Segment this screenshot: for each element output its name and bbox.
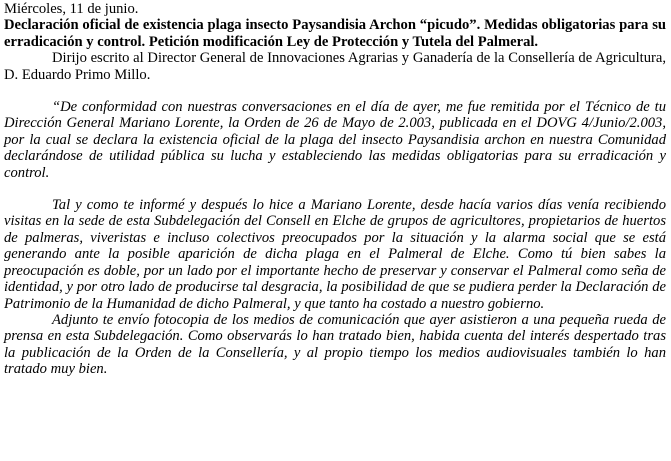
quoted-paragraph-2: Tal y como te informé y después lo hice a Mariano Lorente, desde hacía varios días venía recibiendo visitas en la sede de esta Subdelegación del Consell en Elche de grupos de agricultores, propietarios de huertos de palmeras, viveristas e incluso colectivos preocupados por la situación y la alarma social que se está generando ante la posible aparición de dicha plaga en el Palmeral de Elche. Como tú bien sabes la preocupación es doble, por un lado por el importante hecho de preservar y conservar el Palmeral como seña de identidad, y por otro lado de producirse tal desgracia, la posibilidad de que se pudiera perder la Declaración de Patrimonio de la Humanidad de dicho Palmeral, y que tanto ha costado a nuestro gobierno. (4, 197, 666, 312)
document-heading: Declaración oficial de existencia plaga insecto Paysandisia Archon “picudo”. Medidas obligatorias para su erradicación y control. Petición modificación Ley de Protección y Tutela del Palmeral. (4, 17, 666, 50)
quoted-paragraph-1: “De conformidad con nuestras conversaciones en el día de ayer, me fue remitida por el Técnico de tu Dirección General Mariano Lorente, la Orden de 26 de Mayo de 2.003, publicada en el DOVG 4/Junio/2.003, por la cual se declara la existencia oficial de la plaga del insecto Paysandisia archon en nuestra Comunidad declarándose de utilidad pública su lucha y estableciendo las medidas obligatorias para su erradicación y control. (4, 99, 666, 181)
document-date: Miércoles, 11 de junio. (4, 1, 139, 17)
document-page (4, 1, 666, 378)
intro-paragraph: Dirijo escrito al Director General de Innovaciones Agrarias y Ganadería de la Consellería de Agricultura, D. Eduardo Primo Millo. (4, 50, 666, 83)
quoted-paragraph-3: Adjunto te envío fotocopia de los medios de comunicación que ayer asistieron a una pequeña rueda de prensa en esta Subdelegación. Como observarás lo han tratado bien, habida cuenta del interés despertado tras la publicación de la Orden de la Consellería, y al propio tiempo los medios audiovisuales también lo han tratado muy bien. (4, 311, 666, 378)
